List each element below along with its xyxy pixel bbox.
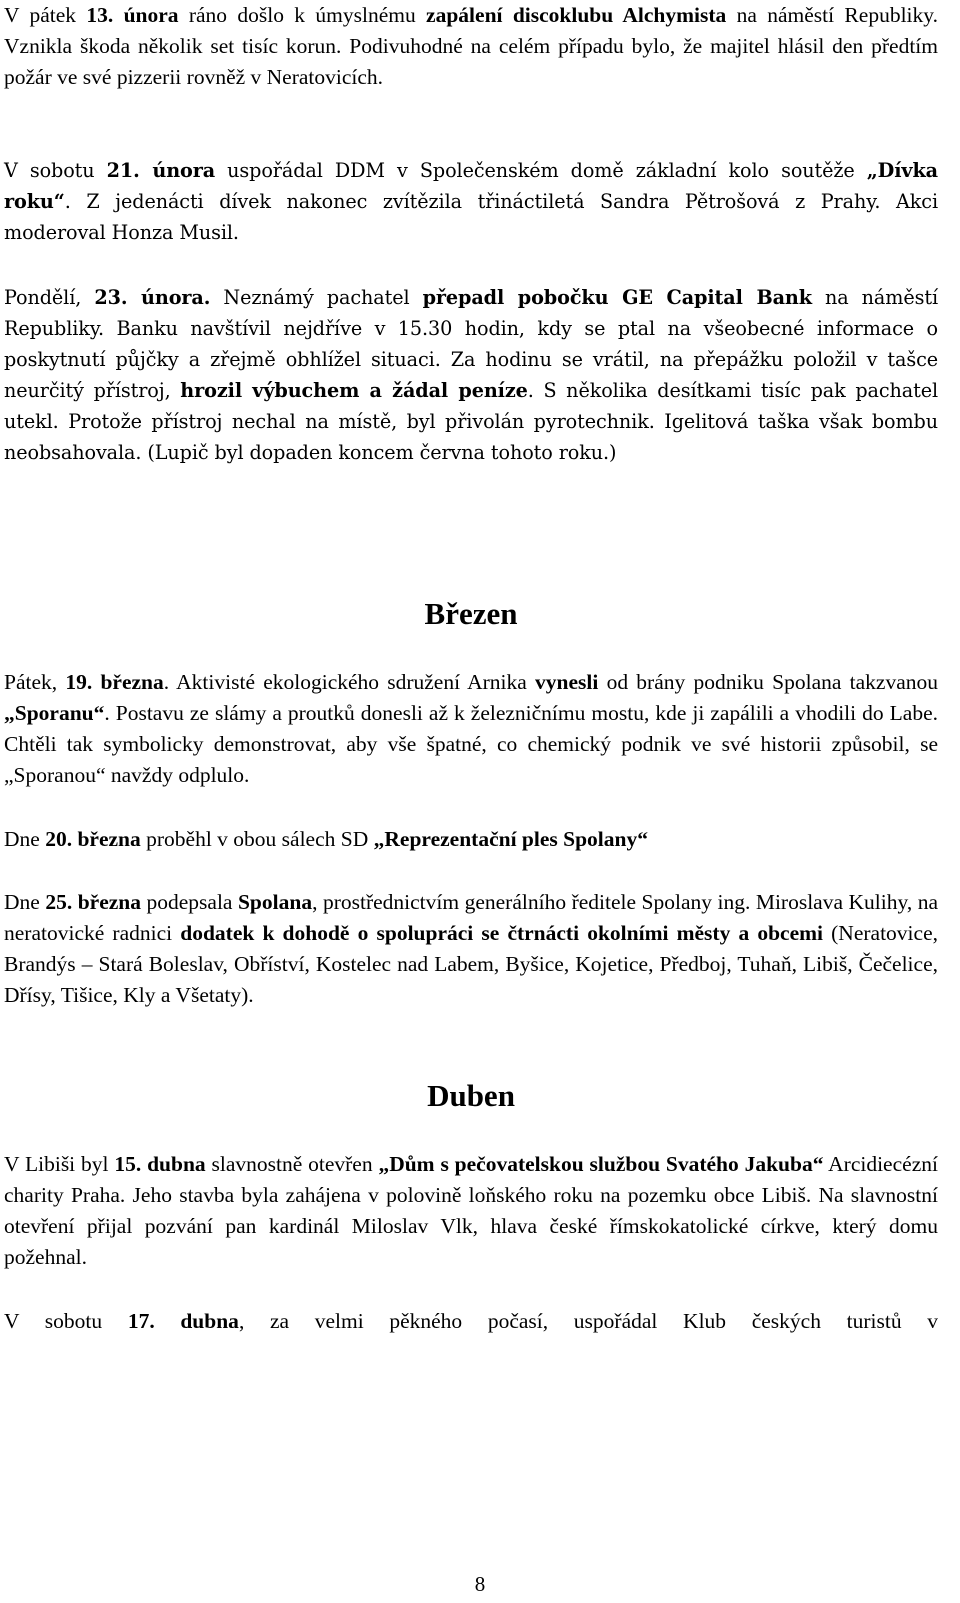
paragraph-spolana-agreement (4, 887, 938, 1011)
text-run: V sobotu (4, 1309, 128, 1333)
bold-text: „Reprezentační ples Spolany“ (373, 827, 648, 851)
heading-brezen: Březen (424, 596, 518, 631)
bold-text: 19. března (65, 670, 164, 694)
bold-text: 15. dubna (114, 1152, 206, 1176)
bold-text: „Dům s pečovatelskou službou Svatého Jakuba“ (378, 1152, 824, 1176)
text-run: ráno došlo k úmyslnému (178, 3, 427, 27)
text-run: . S několika desítkami tisíc pak pachatel utekl. Protože přístroj nechal na místě, byl přivolán pyrotechnik. Igelitová taška však bombu neobsahovala. (Lupič byl dopaden koncem června tohoto roku.) (4, 379, 938, 464)
bold-text: „Sporanu“ (4, 701, 105, 725)
bold-text: vynesli (535, 670, 599, 694)
paragraph-divka-roku (4, 155, 938, 248)
text-run: podepsala (141, 890, 238, 914)
text-run: od brány podniku Spolana takzvanou (598, 670, 938, 694)
text-run: Arcidiecézní charity Praha. Jeho stavba byla zahájena v polovině loňského roku na pozemku obce Libiš. Na slavnostní otevření přijal pozvání pan kardinál Miloslav Vlk, hlava české římskokatolické církve, který domu požehnal. (4, 1152, 938, 1269)
bold-text: „Dívka roku“ (4, 159, 938, 213)
text-run: , prostřednictvím generálního ředitele Spolany ing. Miroslava Kulihy, na neratovické radnici (4, 890, 939, 945)
paragraph-sporana (4, 667, 938, 791)
text-run: Neznámý pachatel (210, 286, 423, 309)
paragraph-disco-fire (4, 0, 938, 93)
text-run: , za velmi pěkného počasí, uspořádal Klub českých turistů v (238, 1309, 938, 1333)
bold-text: 17. dubna (127, 1309, 239, 1333)
bold-text: 25. března (45, 890, 141, 914)
text-run: Pondělí, (4, 286, 95, 309)
paragraph-libis-home (4, 1149, 938, 1273)
bold-text: dodatek k dohodě o spolupráci se čtrnácti okolními městy a obcemi (180, 921, 824, 945)
document-page (4, 0, 938, 1603)
bold-text: 23. února. (94, 286, 211, 309)
text-run: slavnostně otevřen (205, 1152, 379, 1176)
bold-text: 20. března (45, 827, 141, 851)
text-run: Dne (4, 890, 46, 914)
page-number: 8 (474, 1572, 486, 1596)
text-run: V sobotu (4, 159, 107, 182)
paragraph-ples-spolany (4, 824, 938, 855)
text-run: Dne (4, 827, 46, 851)
heading-duben: Duben (427, 1078, 515, 1113)
text-run: na náměstí Republiky. Vznikla škoda několik set tisíc korun. Podivuhodné na celém případu bylo, že majitel hlásil den předtím požár ve své pizzerii rovněž v Neratovicích. (4, 3, 938, 89)
text-run: uspořádal DDM v Společenském domě základní kolo soutěže (215, 159, 867, 182)
text-run: . Aktivisté ekologického sdružení Arnika (163, 670, 536, 694)
bold-text: hrozil výbuchem a žádal peníze (180, 379, 528, 402)
bold-text: 21. února (106, 159, 216, 182)
text-run: V Libiši byl (4, 1152, 115, 1176)
text-run: V pátek (4, 3, 87, 27)
bold-text: 13. února (86, 3, 179, 27)
paragraph-kct-trip (4, 1306, 938, 1337)
text-run: na náměstí Republiky. Banku navštívil nejdříve v 15.30 hodin, kdy se ptal na všeobecné informace o poskytnutí půjčky a zřejmě obhlížel situaci. Za hodinu se vrátil, na přepážku položil v tašce neurčitý přístroj, (4, 286, 938, 402)
text-run: proběhl v obou sálech SD (140, 827, 374, 851)
text-run: Pátek, (4, 670, 66, 694)
text-run: (Neratovice, Brandýs – Stará Boleslav, Obříství, Kostelec nad Labem, Byšice, Kojetice, Předboj, Tuhaň, Libiš, Čečelice, Dřísy, Tišice, Kly a Všetaty). (4, 921, 938, 1007)
bold-text: zapálení discoklubu Alchymista (426, 3, 727, 27)
text-run: . Postavu ze slámy a proutků donesli až k železničnímu mostu, kde ji zapálili a vhodili do Labe. Chtěli tak symbolicky demonstrovat, aby vše špatné, co chemický podnik ve své historii způsobil, se „Sporanou“ navždy odplulo. (4, 701, 938, 787)
text-run: . Z jedenácti dívek nakonec zvítězila třináctiletá Sandra Pětrošová z Prahy. Akci moderoval Honza Musil. (4, 190, 938, 244)
bold-text: přepadl pobočku GE Capital Bank (422, 286, 812, 309)
paragraph-bank-robbery (4, 282, 938, 468)
bold-text: Spolana (237, 890, 313, 914)
